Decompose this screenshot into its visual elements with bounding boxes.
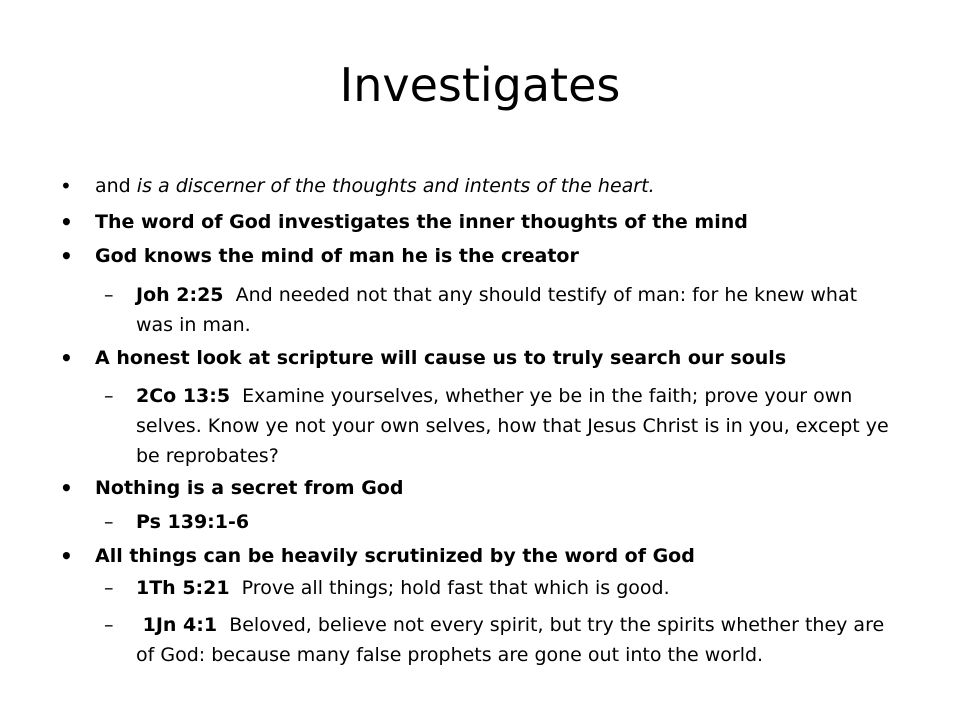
bullet-item bbox=[60, 541, 895, 571]
bullet-marker: • bbox=[60, 210, 73, 234]
verse-ref: 1Th 5:21 bbox=[136, 577, 230, 599]
dash-marker: – bbox=[104, 385, 114, 407]
verse-text: Beloved, believe not every spirit, but try the spirits whether they are of God: because many false prophets are gone out into the world. bbox=[136, 614, 891, 666]
bullet-text: and bbox=[95, 175, 137, 197]
dash-marker: – bbox=[104, 577, 114, 599]
dash-marker: – bbox=[104, 614, 114, 636]
bullet-item bbox=[60, 241, 895, 271]
bullet-text: A honest look at scripture will cause us to truly search our souls bbox=[95, 347, 787, 369]
verse-ref: Joh 2:25 bbox=[136, 284, 224, 306]
verse-text: Prove all things; hold fast that which is good. bbox=[229, 577, 670, 599]
bullet-marker: • bbox=[60, 476, 73, 500]
bullet-item bbox=[60, 207, 895, 237]
bullet-marker: • bbox=[60, 174, 72, 198]
bullet-marker: • bbox=[60, 244, 73, 268]
bullet-item bbox=[60, 171, 895, 201]
sub-bullet-item bbox=[104, 610, 896, 670]
bullet-marker: • bbox=[60, 346, 73, 370]
verse-text: Examine yourselves, whether ye be in the faith; prove your own selves. Know ye not your own selves, how that Jesus Christ is in you, except ye be reprobates? bbox=[136, 385, 895, 467]
bullet-text: Nothing is a secret from God bbox=[95, 477, 404, 499]
bullet-text: God knows the mind of man he is the creator bbox=[95, 245, 579, 267]
bullet-text: All things can be heavily scrutinized by the word of God bbox=[95, 545, 695, 567]
slide-title: Investigates bbox=[339, 58, 621, 112]
verse-ref: 2Co 13:5 bbox=[136, 385, 231, 407]
sub-bullet-item bbox=[104, 573, 896, 603]
dash-marker: – bbox=[104, 511, 114, 533]
verse-text: And needed not that any should testify of man: for he knew what was in man. bbox=[136, 284, 864, 336]
bullet-item bbox=[60, 343, 895, 373]
sub-bullet-item bbox=[104, 507, 896, 537]
bullet-marker: • bbox=[60, 544, 73, 568]
bullet-italic-text: is a discerner of the thoughts and intents of the heart. bbox=[136, 175, 655, 197]
sub-bullet-item bbox=[104, 280, 896, 340]
dash-marker: – bbox=[104, 284, 114, 306]
sub-bullet-item bbox=[104, 381, 896, 471]
verse-ref: Ps 139:1-6 bbox=[136, 511, 250, 533]
bullet-text: The word of God investigates the inner thoughts of the mind bbox=[95, 211, 748, 233]
verse-ref: 1Jn 4:1 bbox=[136, 614, 218, 636]
bullet-item bbox=[60, 473, 895, 503]
